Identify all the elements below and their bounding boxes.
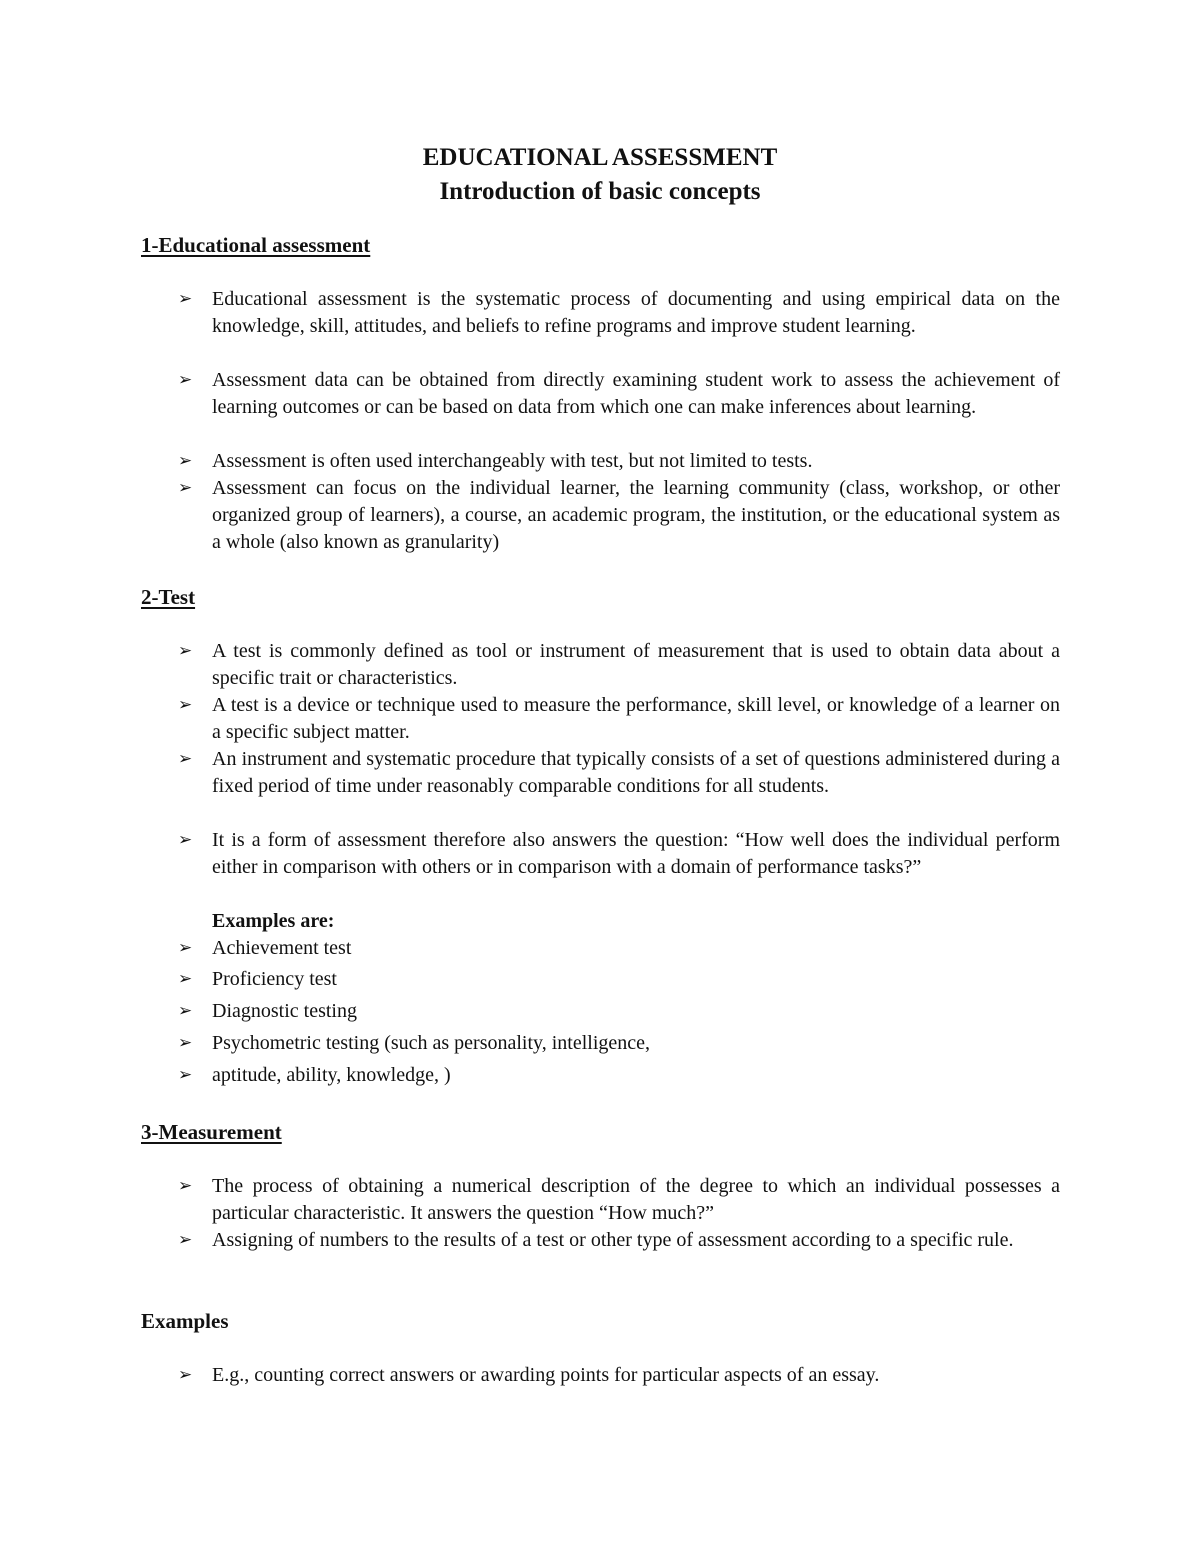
list-item (178, 1062, 1060, 1089)
list-item (178, 286, 1060, 340)
list-item (178, 998, 1060, 1025)
list-item (178, 1030, 1060, 1057)
list-item-text: Diagnostic testing (212, 1000, 357, 1022)
list-item (178, 827, 1060, 881)
list-item-text: Psychometric testing (such as personality, intelligence, (212, 1032, 651, 1054)
arrowhead-bullet-icon: ➢ (178, 478, 193, 498)
arrowhead-bullet-icon: ➢ (178, 695, 193, 715)
list-item-text: A test is commonly defined as tool or instrument of measurement that is used to obtain data about a specific trait or characteristics. (212, 640, 1060, 689)
list-item (178, 1173, 1060, 1227)
list-item (178, 475, 1060, 556)
list-item (178, 966, 1060, 993)
list-item (178, 367, 1060, 421)
arrowhead-bullet-icon: ➢ (178, 289, 193, 309)
arrowhead-bullet-icon: ➢ (178, 938, 193, 958)
arrowhead-bullet-icon: ➢ (178, 1033, 193, 1053)
section-heading-measurement: 3-Measurement (141, 1120, 282, 1144)
arrowhead-bullet-icon: ➢ (178, 1365, 193, 1385)
list-item-text: Assessment is often used interchangeably with test, but not limited to tests. (212, 450, 813, 472)
list-item-text: Proficiency test (212, 968, 337, 990)
arrowhead-bullet-icon: ➢ (178, 1001, 193, 1021)
list-item-text: Assessment data can be obtained from directly examining student work to assess the achievement of learning outcomes or can be based on data from which one can make inferences about learning. (212, 369, 1060, 418)
list-item-text: E.g., counting correct answers or awarding points for particular aspects of an essay. (212, 1364, 880, 1386)
list-item (178, 1227, 1060, 1254)
arrowhead-bullet-icon: ➢ (178, 1176, 193, 1196)
list-item-text: Assessment can focus on the individual learner, the learning community (class, workshop, or other organized group of learners), a course, an academic program, the institution, or the educational system as a whole (also known as granularity) (212, 477, 1060, 553)
section-heading-test: 2-Test (141, 585, 196, 609)
section-heading-examples: Examples (141, 1309, 229, 1333)
list-item-text: It is a form of assessment therefore also answers the question: “How well does the individual perform either in comparison with others or in comparison with a domain of performance tasks?” (212, 829, 1060, 878)
arrowhead-bullet-icon: ➢ (178, 641, 193, 661)
examples-label: Examples are: (212, 910, 335, 932)
list-item (178, 692, 1060, 746)
list-item-text: Assigning of numbers to the results of a test or other type of assessment according to a specific rule. (212, 1229, 1014, 1251)
arrowhead-bullet-icon: ➢ (178, 749, 193, 769)
list-item-text: The process of obtaining a numerical description of the degree to which an individual possesses a particular characteristic. It answers the question “How much?” (212, 1175, 1060, 1224)
arrowhead-bullet-icon: ➢ (178, 830, 193, 850)
list-item (178, 638, 1060, 692)
section-heading-assessment: 1-Educational assessment (141, 233, 371, 257)
list-item-text: An instrument and systematic procedure that typically consists of a set of questions administered during a fixed period of time under reasonably comparable conditions for all students. (212, 748, 1060, 797)
document-title: EDUCATIONAL ASSESSMENT (422, 144, 778, 171)
arrowhead-bullet-icon: ➢ (178, 969, 193, 989)
list-item (178, 935, 1060, 962)
arrowhead-bullet-icon: ➢ (178, 1065, 193, 1085)
list-item-text: Achievement test (212, 937, 352, 959)
list-item-text: A test is a device or technique used to measure the performance, skill level, or knowledge of a learner on a specific subject matter. (212, 694, 1060, 743)
list-item (178, 746, 1060, 800)
list-item (178, 1362, 1060, 1389)
list-item-text: Educational assessment is the systematic process of documenting and using empirical data on the knowledge, skill, attitudes, and beliefs to refine programs and improve student learning. (212, 288, 1060, 337)
list-item (178, 448, 1060, 475)
document-subtitle: Introduction of basic concepts (439, 178, 761, 205)
arrowhead-bullet-icon: ➢ (178, 451, 193, 471)
arrowhead-bullet-icon: ➢ (178, 370, 193, 390)
list-item-text: aptitude, ability, knowledge, ) (212, 1064, 451, 1086)
arrowhead-bullet-icon: ➢ (178, 1230, 193, 1250)
